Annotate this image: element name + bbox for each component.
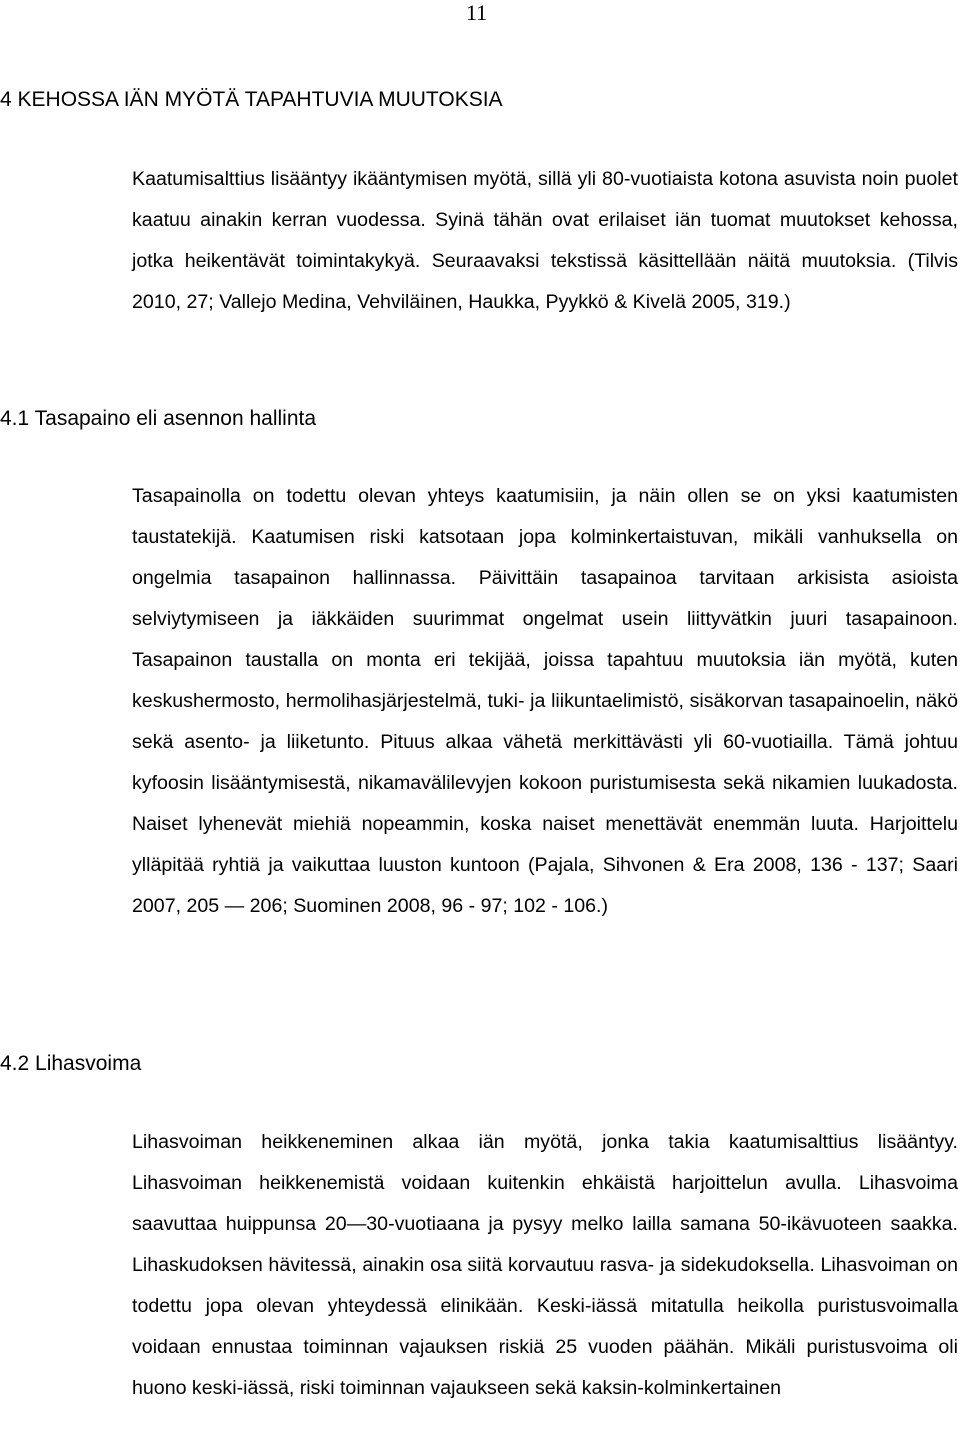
- muscle-strength-paragraph: Lihasvoiman heikkeneminen alkaa iän myötä, jonka takia kaatumisalttius lisääntyy. Lihasvoiman heikkenemistä voidaan kuitenkin ehkäistä harjoittelun avulla. Lihasvoima saavuttaa huippunsa 20—30-vuotiaana ja pysyy melko lailla samana 50-ikävuoteen saakka. Lihaskudoksen hävitessä, ainakin osa siitä korvautuu rasva- ja sidekudoksella. Lihasvoiman on todettu jopa olevan yhteydessä elinikään. Keski-iässä mitatulla heikolla puristusvoimalla voidaan ennustaa toiminnan vajauksen riskiä 25 vuoden päähän. Mikäli puristusvoima oli huono keski-iässä, riski toiminnan vajaukseen sekä kaksin-kolminkertainen: [132, 1131, 958, 1399]
- section-heading-balance: 4.1 Tasapaino eli asennon hallinta: [0, 407, 317, 430]
- balance-paragraph: Tasapainolla on todettu olevan yhteys kaatumisiin, ja näin ollen se on yksi kaatumisten taustatekijä. Kaatumisen riski katsotaan jopa kolminkertaistuvan, mikäli vanhuksella on ongelmia tasapainon hallinnassa. Päivittäin tasapainoa tarvitaan arkisista asioista selviytymiseen ja iäkkäiden suurimmat ongelmat usein liittyvätkin juuri tasapainoon. Tasapainon taustalla on monta eri tekijää, joissa tapahtuu muutoksia iän myötä, kuten keskushermosto, hermolihasjärjestelmä, tuki- ja liikuntaelimistö, sisäkorvan tasapainoelin, näkö sekä asento- ja liiketunto. Pituus alkaa vähetä merkittävästi yli 60-vuotiailla. Tämä johtuu kyfoosin lisääntymisestä, nikamavälilevyjen kokoon puristumisesta sekä nikamien luukadosta. Naiset lyhenevät miehiä nopeammin, koska naiset menettävät enemmän luuta. Harjoittelu ylläpitää ryhtiä ja vaikuttaa luuston kuntoon (Pajala, Sihvonen & Era 2008, 136 - 137; Saari 2007, 205 — 206; Suominen 2008, 96 - 97; 102 - 106.): [132, 485, 958, 917]
- section-heading-muscle-strength: 4.2 Lihasvoima: [0, 1052, 142, 1075]
- intro-paragraph: Kaatumisalttius lisääntyy ikääntymisen myötä, sillä yli 80-vuotiaista kotona asuvista noin puolet kaatuu ainakin kerran vuodessa. Syinä tähän ovat erilaiset iän tuomat muutokset kehossa, jotka heikentävät toimintakykyä. Seuraavaksi tekstissä käsittellään näitä muutoksia. (Tilvis 2010, 27; Vallejo Medina, Vehviläinen, Haukka, Pyykkö & Kivelä 2005, 319.): [132, 168, 958, 313]
- chapter-heading: 4 KEHOSSA IÄN MYÖTÄ TAPAHTUVIA MUUTOKSIA: [0, 88, 503, 111]
- page-number: 11: [466, 0, 488, 25]
